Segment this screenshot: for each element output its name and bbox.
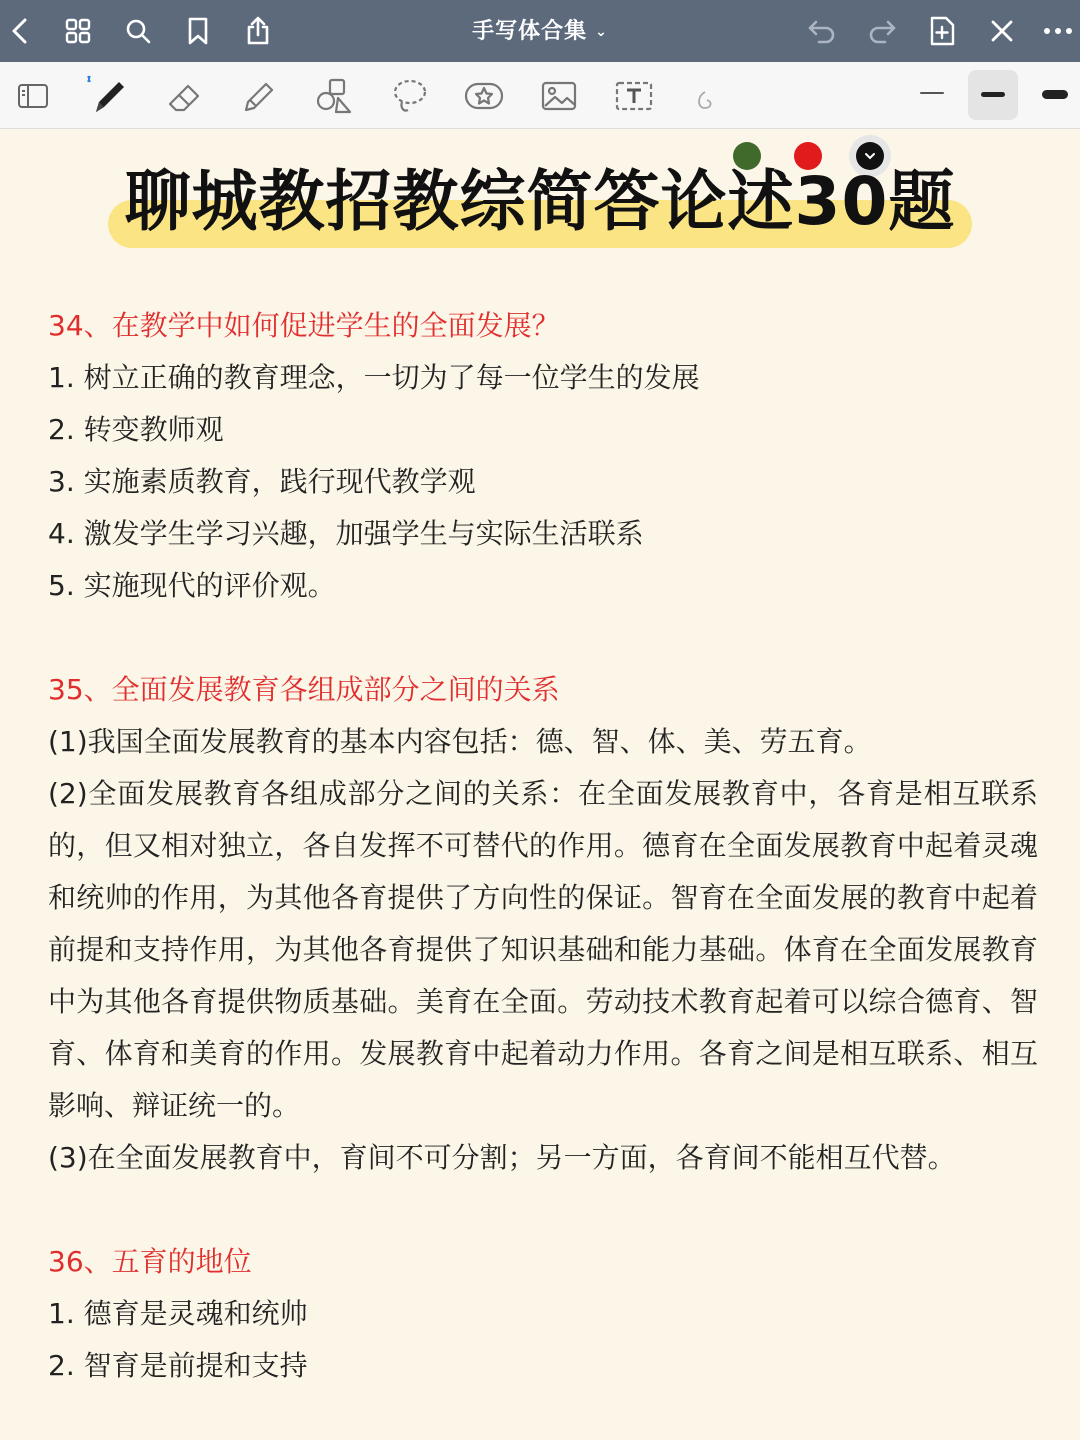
question-36-heading: 36、五育的地位 <box>48 1245 252 1278</box>
spacer <box>48 1184 1038 1236</box>
pen-tool-icon[interactable] <box>84 72 132 120</box>
close-icon[interactable] <box>984 13 1020 49</box>
answer-34-item-1: 1. 树立正确的教育理念，一切为了每一位学生的发展 <box>48 361 700 394</box>
answer-36-item-1: 1. 德育是灵魂和统帅 <box>48 1297 308 1330</box>
answer-34-item-2: 2. 转变教师观 <box>48 413 224 446</box>
stroke-width-medium-selected[interactable] <box>968 70 1018 120</box>
stroke-width-medium-bar <box>981 92 1005 97</box>
undo-icon[interactable] <box>804 13 840 49</box>
add-page-icon[interactable] <box>924 13 960 49</box>
image-tool-icon[interactable] <box>535 72 583 120</box>
answer-34-item-5: 5. 实施现代的评价观。 <box>48 569 336 602</box>
answer-36-item-2: 2. 智育是前提和支持 <box>48 1349 308 1382</box>
stroke-width-thin[interactable] <box>920 92 944 94</box>
page-title-block <box>108 160 972 252</box>
chevron-down-icon: ⌄ <box>595 24 608 40</box>
answer-34-item-3: 3. 实施素质教育，践行现代教学观 <box>48 465 476 498</box>
question-35-heading: 35、全面发展教育各组成部分之间的关系 <box>48 673 560 706</box>
lasso-tool-icon[interactable] <box>386 72 434 120</box>
chevron-down-icon <box>864 152 876 160</box>
page-title: 聊城教招教综简答论述30题 <box>124 163 956 240</box>
drawing-toolbar <box>0 62 1080 129</box>
top-nav-bar <box>0 0 1080 62</box>
redo-icon[interactable] <box>864 13 900 49</box>
read-mode-icon[interactable] <box>9 72 57 120</box>
highlighter-tool-icon[interactable] <box>234 72 282 120</box>
notebook-title-text: 手写体合集 <box>472 19 588 44</box>
spacer <box>48 612 1038 664</box>
more-options-icon[interactable] <box>1040 13 1076 49</box>
text-tool-icon[interactable] <box>610 72 658 120</box>
answer-34-item-4: 4. 激发学生学习兴趣，加强学生与实际生活联系 <box>48 517 644 550</box>
answer-35-part-2: (2)全面发展教育各组成部分之间的关系：在全面发展教育中，各育是相互联系的，但又相对独立，各自发挥不可替代的作用。德育在全面发展教育中起着灵魂和统帅的作用，为其他各育提供了方向性的保证。智育在全面发展的教育中起着前提和支持作用，为其他各育提供了知识基础和能力基础。体育在全面发展教育中为其他各育提供物质基础。美育在全面。劳动技术教育起着可以综合德育、智育、体育和美育的作用。发展教育中起着动力作用。各育之间是相互联系、相互影响、辩证统一的。 <box>48 777 1038 1122</box>
sticker-tool-icon[interactable] <box>460 72 508 120</box>
handwritten-notes <box>48 300 1038 1392</box>
answer-35-part-1: (1)我国全面发展教育的基本内容包括：德、智、体、美、劳五育。 <box>48 725 872 758</box>
eraser-tool-icon[interactable] <box>160 72 208 120</box>
question-34-heading: 34、在教学中如何促进学生的全面发展？ <box>48 309 560 342</box>
notebook-title[interactable] <box>0 14 1080 45</box>
laser-pointer-icon[interactable] <box>680 72 728 120</box>
answer-35-part-3: (3)在全面发展教育中，育间不可分割；另一方面，各育间不能相互代替。 <box>48 1141 956 1174</box>
shapes-tool-icon[interactable] <box>310 72 358 120</box>
stroke-width-thick[interactable] <box>1042 90 1068 99</box>
